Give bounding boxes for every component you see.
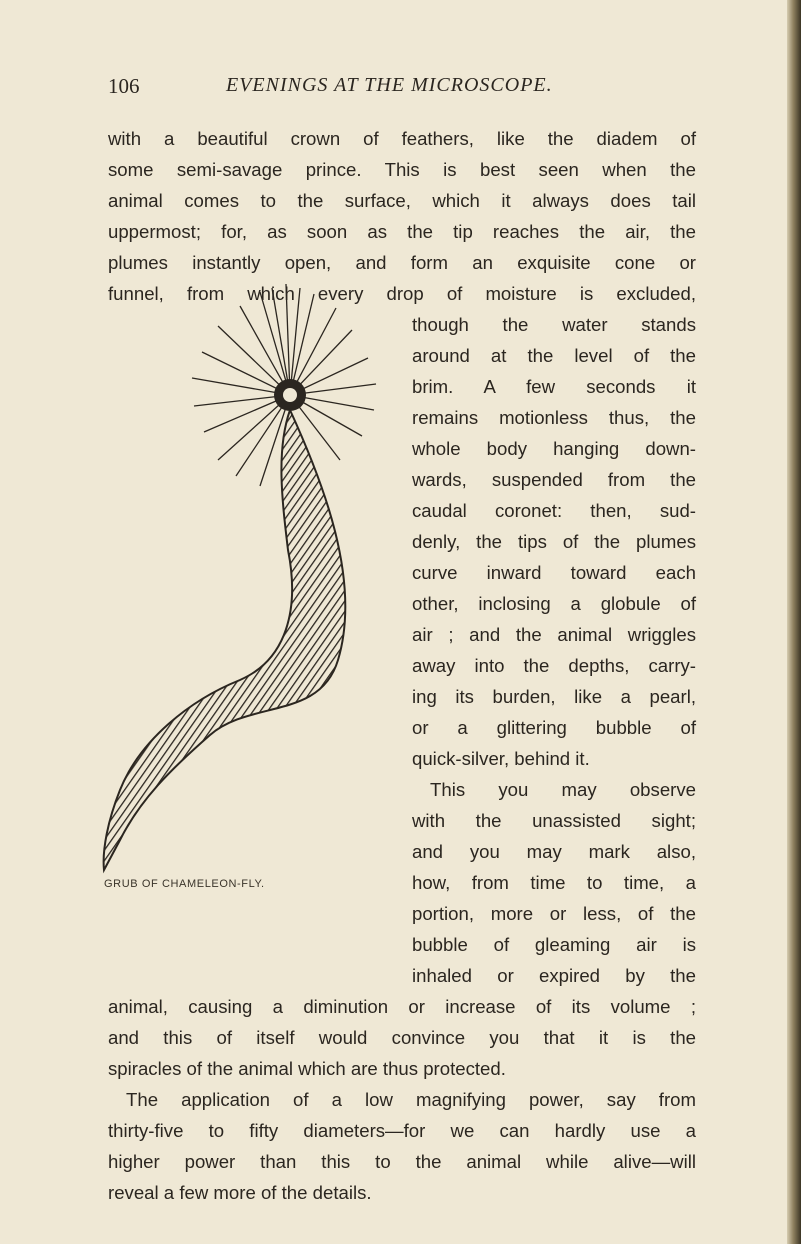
text-line: whole body hanging down- <box>412 438 696 459</box>
page-number: 106 <box>108 74 140 98</box>
grub-illustration <box>100 280 400 880</box>
text-line: wards, suspended from the <box>412 469 696 490</box>
text-line: animal comes to the surface, which it always does tail <box>108 190 696 211</box>
text-line: animal, causing a diminution or increase of its volume ; <box>108 996 696 1017</box>
text-line: bubble of gleaming air is <box>412 934 696 955</box>
text-line: other, inclosing a globule of <box>412 593 696 614</box>
text-line: This you may observe <box>430 779 696 800</box>
text-line: higher power than this to the animal while alive—will <box>108 1151 696 1172</box>
text-line: and this of itself would convince you that it is the <box>108 1027 696 1048</box>
text-line: or a glittering bubble of <box>412 717 696 738</box>
text-line: uppermost; for, as soon as the tip reaches the air, the <box>108 221 696 242</box>
text-line: though the water stands <box>412 314 696 335</box>
text-line: some semi-savage prince. This is best seen when the <box>108 159 696 180</box>
text-line: and you may mark also, <box>412 841 696 862</box>
text-line: The application of a low magnifying power, say from <box>126 1089 696 1110</box>
page-edge <box>787 0 801 1244</box>
text-line: how, from time to time, a <box>412 872 696 893</box>
text-line: reveal a few more of the details. <box>108 1182 372 1203</box>
text-line: air ; and the animal wriggles <box>412 624 696 645</box>
text-line: remains motionless thus, the <box>412 407 696 428</box>
text-line: inhaled or expired by the <box>412 965 696 986</box>
text-line: caudal coronet: then, sud- <box>412 500 696 521</box>
text-line: spiracles of the animal which are thus protected. <box>108 1058 506 1079</box>
text-line: ing its burden, like a pearl, <box>412 686 696 707</box>
text-line: thirty-five to fifty diameters—for we can hardly use a <box>108 1120 696 1141</box>
text-line: plumes instantly open, and form an exquisite cone or <box>108 252 696 273</box>
page-header <box>108 74 708 104</box>
text-line: denly, the tips of the plumes <box>412 531 696 552</box>
text-line: portion, more or less, of the <box>412 903 696 924</box>
running-title: EVENINGS AT THE MICROSCOPE. <box>226 74 553 96</box>
text-line: quick-silver, behind it. <box>412 748 590 769</box>
text-line: away into the depths, carry- <box>412 655 696 676</box>
figure-caption: GRUB OF CHAMELEON-FLY. <box>104 878 265 890</box>
text-line: with the unassisted sight; <box>412 810 696 831</box>
text-line: around at the level of the <box>412 345 696 366</box>
text-line: brim. A few seconds it <box>412 376 696 397</box>
text-line: with a beautiful crown of feathers, like the diadem of <box>108 128 696 149</box>
text-line: curve inward toward each <box>412 562 696 583</box>
text-line: funnel, from which every drop of moisture is excluded, <box>108 283 696 304</box>
